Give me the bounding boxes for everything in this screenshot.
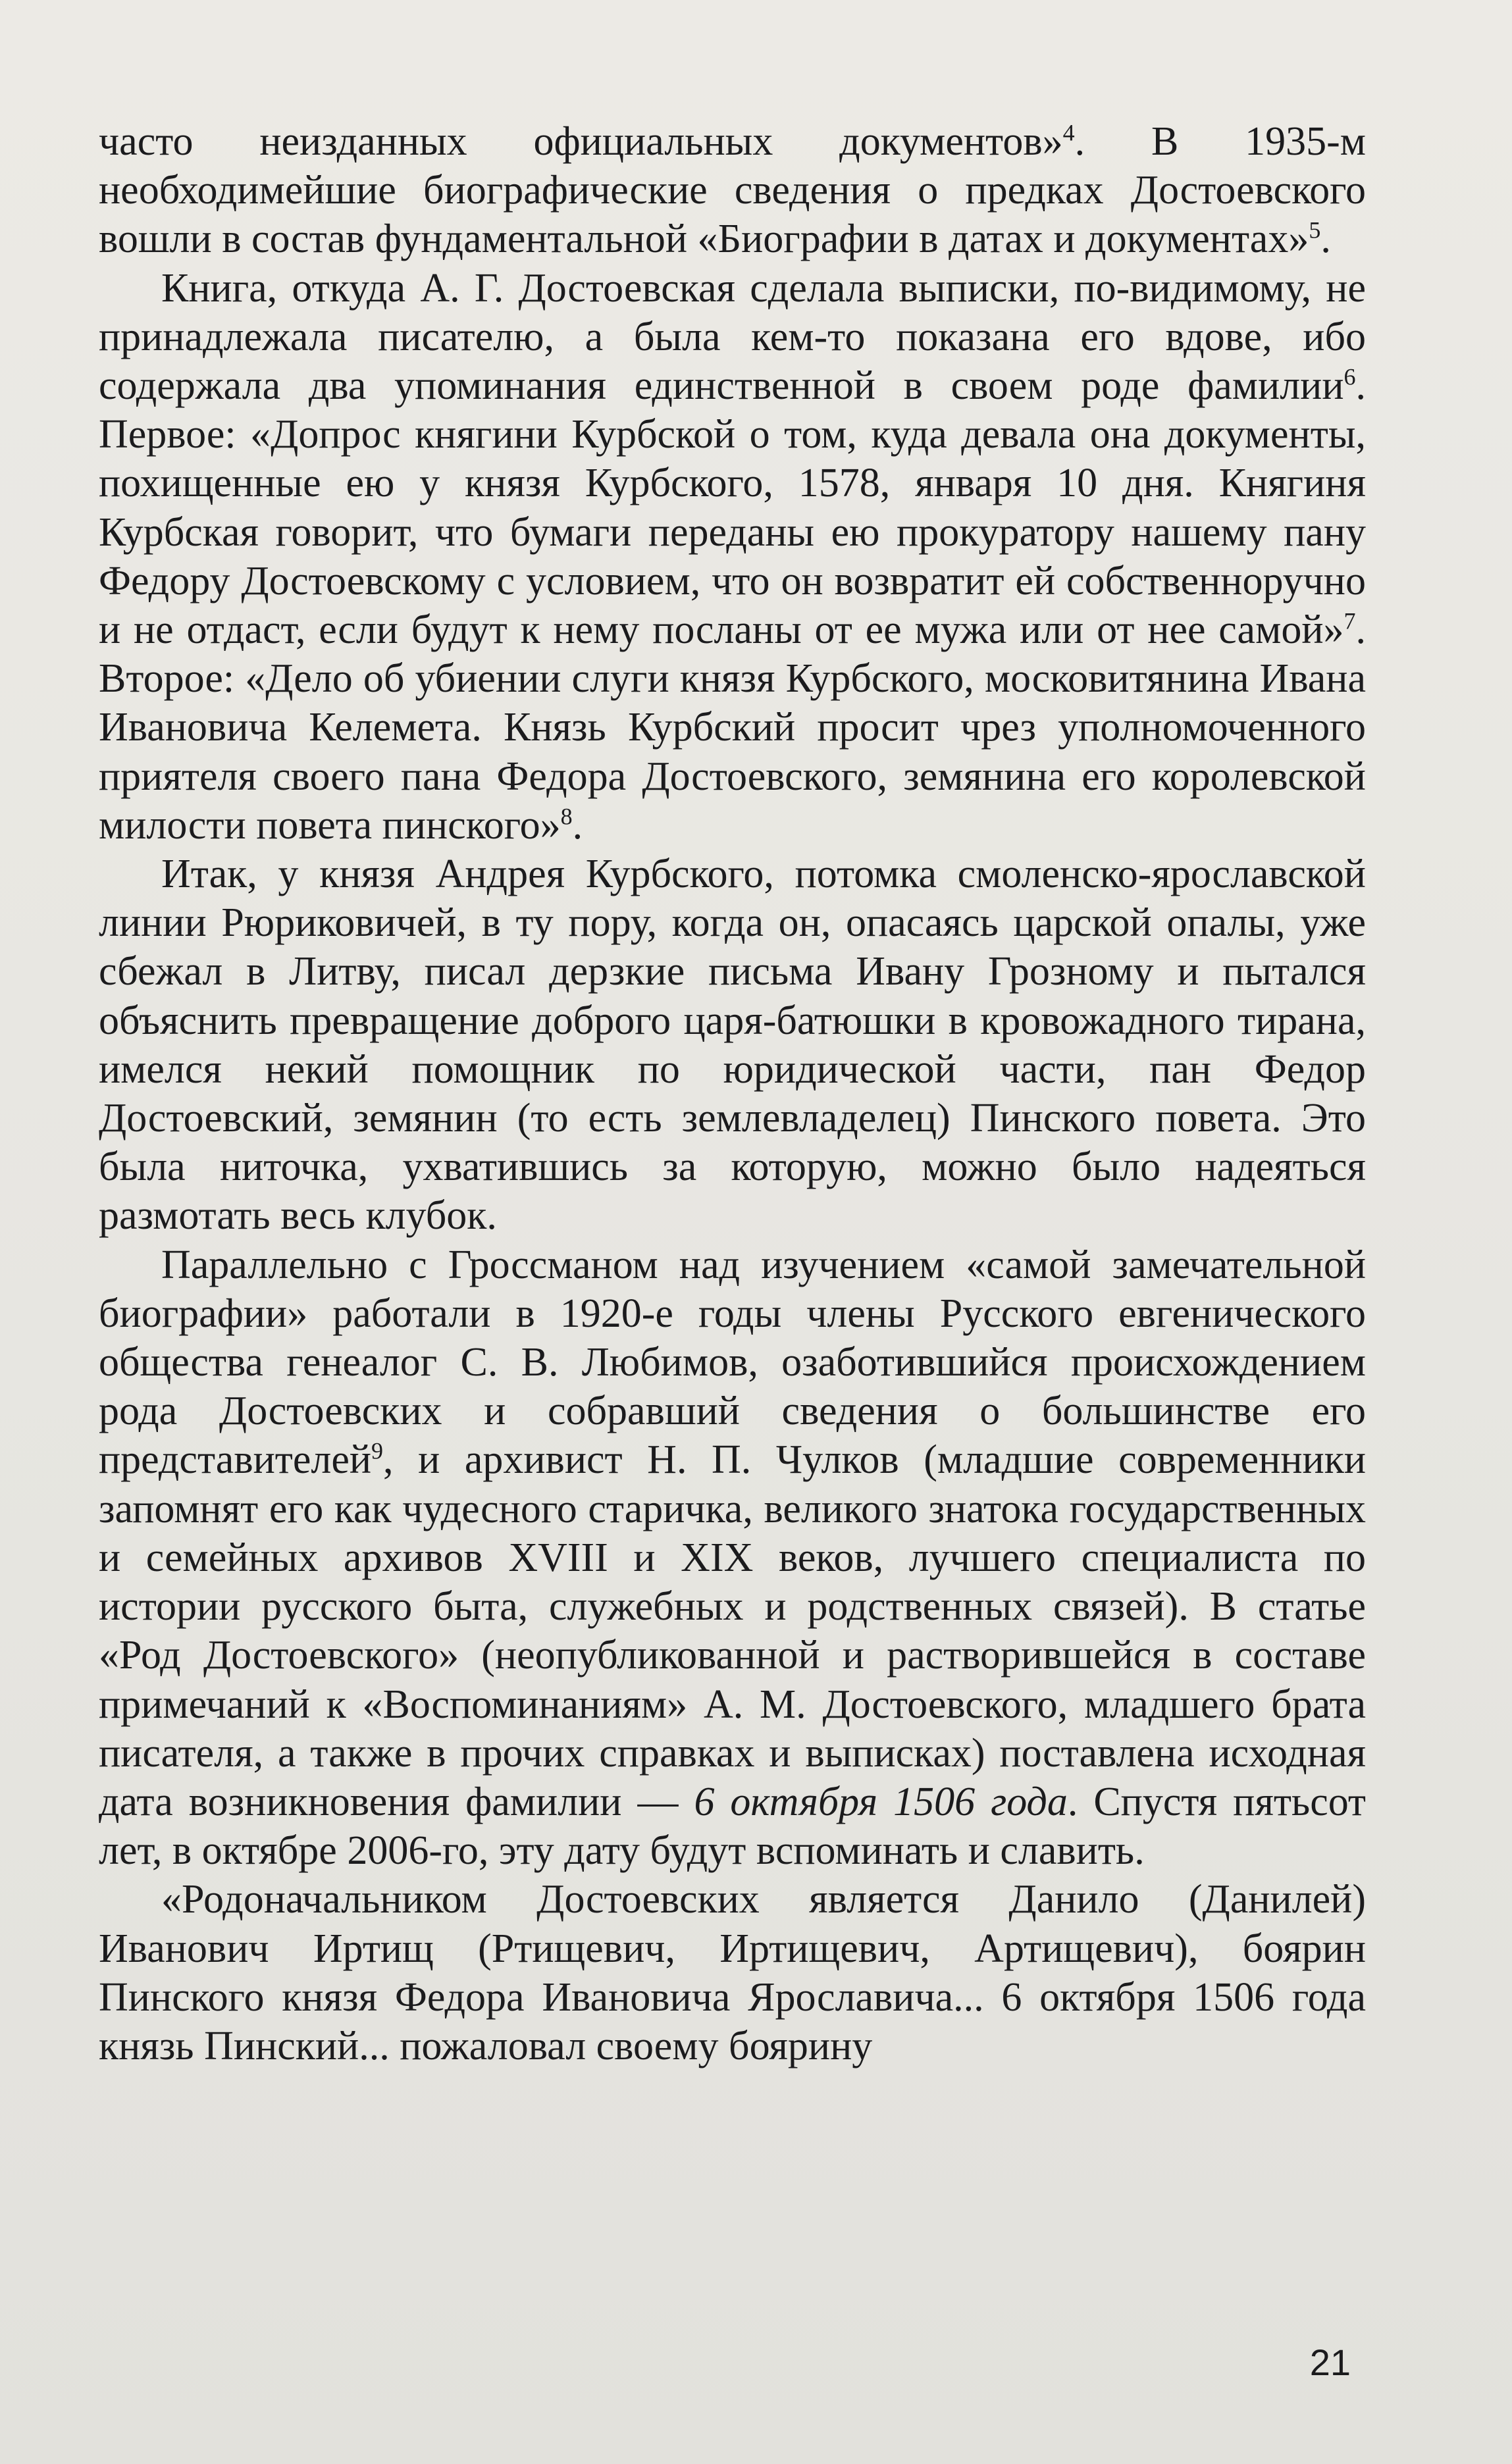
footnote-ref: 5 [1309,217,1321,244]
paragraph [99,264,1366,850]
text-run: Итак, у князя Андрея Курбского, потомка смоленско-ярославской линии Рюриковичей, в ту пору, когда он, опасаясь царской опалы, уже сбежал в Литву, писал дерзкие письма Ивану Грозному и пытался объяснить превращение доброго царя-батюшки в кровожадного тирана, имелся некий помощник по юридической части, пан Федор Достоевский, земянин (то есть землевладелец) Пинского повета. Это была ниточка, ухватившись за которую, можно было надеяться размотать весь клубок. [99,852,1366,1239]
footnote-ref: 6 [1343,363,1356,390]
emphasis-text: 6 октября 1506 года [694,1779,1068,1824]
paragraph [99,117,1366,264]
page-number: 21 [1309,2342,1351,2383]
paragraph [99,850,1366,1241]
paragraph [99,1241,1366,1876]
footnote-ref: 7 [1343,607,1356,634]
text-run: . [1320,217,1331,262]
body-text [99,117,1366,2070]
text-run: часто неизданных официальных документов» [99,119,1063,164]
text-run: Параллельно с Гроссманом над изучением «самой замечательной биографии» работали в 1920-е годы члены Русского евгенического общества генеалог С. В. Любимов, озаботившийся происхождением рода Достоевских и собравший сведения о большинстве его представителей [99,1242,1366,1483]
paragraph [99,1875,1366,2070]
text-run: . Спустя пятьсот лет, в октябре 2006-го, эту дату будут вспоминать и славить. [99,1779,1367,1874]
text-run: «Родоначальником Достоевских является Данило (Данилей) Иванович Иртищ (Ртищевич, Иртищевич, Артищевич), боярин Пинского князя Федора Ивановича Ярославича... 6 октября 1506 года князь Пинский... пожаловал своему боярину [99,1877,1366,2068]
text-run: . В 1935-м необходимейшие биографические сведения о предках Достоевского вошли в состав фундаментальной «Биографии в датах и документах» [99,119,1367,262]
text-run: Книга, откуда А. Г. Достоевская сделала выписки, по-видимому, не принадлежала писателю, а была кем-то показана его вдове, ибо содержала два упоминания единственной в своем роде фамилии [99,265,1366,409]
text-run: , и архивист Н. П. Чулков (младшие современники запомнят его как чудесного старичка, великого знатока государственных и семейных архивов XVIII и XIX веков, лучшего специалиста по истории русского быта, служебных и родственных связей). В статье «Род Достоевского» (неопубликованной и растворившейся в составе примечаний к «Воспоминаниям» А. М. Достоевского, младшего брата писателя, а также в прочих справках и выписках) поставлена исходная дата возникновения фамилии — [99,1437,1366,1824]
text-run: . [572,802,583,848]
text-run: . Второе: «Дело об убиении слуги князя Курбского, московитянина Ивана Ивановича Келемета. Князь Курбский просит чрез уполномоченного приятеля своего пана Федора Достоевского, земянина его королевской милости повета пинского» [99,607,1366,848]
footnote-ref: 4 [1062,119,1075,146]
text-run: . Первое: «Допрос княгини Курбской о том, куда девала она документы, похищенные ею у князя Курбского, 1578, января 10 дня. Княгиня Курбская говорит, что бумаги переданы ею прокуратору нашему пану Федору Достоевскому с условием, что он возвратит ей собственноручно и не отдаст, если будут к нему посланы от ее мужа или от нее самой» [99,363,1366,653]
footnote-ref: 8 [560,803,573,830]
footnote-ref: 9 [371,1437,384,1464]
